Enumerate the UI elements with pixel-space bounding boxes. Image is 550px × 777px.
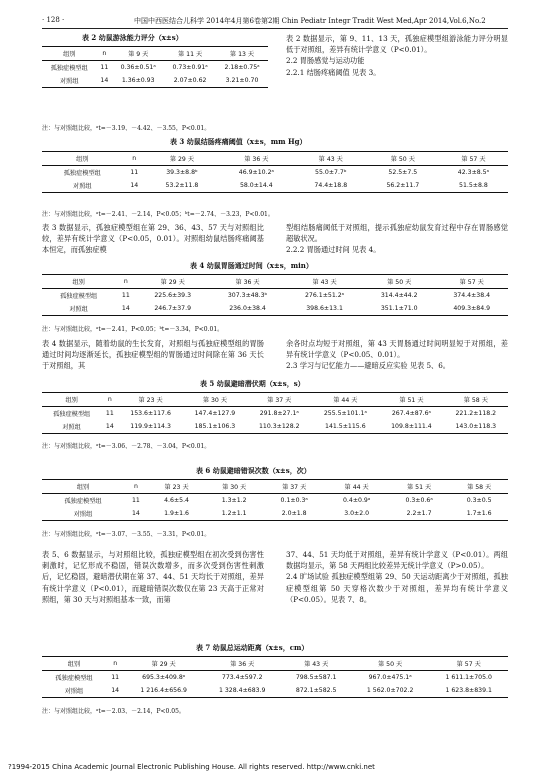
column-header: 第 37 天 [247, 393, 311, 407]
right-col-text-1 [286, 33, 508, 78]
table-cell: 276.1±51.2ᵃ [304, 292, 345, 299]
table-row [42, 494, 508, 508]
table-cell: 1 562.0±702.2 [351, 684, 430, 698]
column-header: 第 36 天 [209, 275, 286, 289]
column-header: 第 29 天 [146, 152, 218, 166]
paragraph: 表 5、6 数据显示，与对照组比较，孤独症模型组在初次受到伤害性刺激时，记忆形成不稳固，错误次数增多，而多次受到伤害性刺激后，记忆稳固，避暗潜伏期在第 37、44、51 天均长于对照组，差异有统计学意义（P<0.01），而避暗错误次数仅在第 23 天高于正常对照组，第 30 天与对照组基本一致，而第 [42, 550, 264, 604]
table-cell: 1.7±1.6 [450, 507, 508, 521]
table-cell: 孤独症模型组 [60, 293, 98, 300]
paragraph: 表 2 数据显示，第 9、11、13 天，孤独症模型组游泳能力评分明显低于对照组，差异有统计学意义（P<0.01）。 [286, 34, 508, 55]
table-cell: 14 [124, 507, 148, 521]
table-cell: 74.4±18.8 [295, 179, 367, 193]
column-header: 第 57 天 [429, 657, 508, 671]
table7-caption: 表 7 幼鼠总运动距离（x±s，cm） [196, 643, 309, 652]
table-cell: 119.9±114.3 [118, 420, 182, 434]
table-cell: 291.8±27.1ᵃ [259, 410, 299, 417]
table-cell: 225.6±39.3 [154, 292, 192, 299]
table-cell: 1.3±1.2 [221, 497, 247, 504]
table7-note: 注：与对照组比较，ᵃt=－2.03、－2.14，P<0.05。 [42, 708, 185, 715]
column-header: 组别 [42, 393, 101, 407]
column-header: 第 51 天 [379, 393, 443, 407]
column-header: 第 30 天 [183, 393, 247, 407]
table-cell: 11 [105, 410, 114, 417]
table-cell: 695.3±409.8ᵃ [142, 674, 186, 681]
column-header: 第 58 天 [444, 393, 508, 407]
table-cell: 1 611.1±705.0 [445, 674, 492, 681]
table-cell: 11 [130, 169, 139, 176]
column-header: 第 29 天 [124, 657, 203, 671]
column-header: 第 23 天 [148, 480, 206, 494]
table-cell: 对照组 [42, 179, 123, 193]
paragraph: 余各时点均短于对照组，第 43 天胃肠通过时间明显短于对照组，差异有统计学意义（P<0.05、0.01）。 [286, 339, 508, 360]
table-cell: 1 328.4±683.9 [203, 684, 282, 698]
section-heading: 2.3 学习与记忆能力——避暗反应实验 见表 5、6。 [286, 361, 450, 371]
table-cell: 11 [131, 497, 140, 504]
table-cell: 14 [106, 684, 124, 698]
table-cell: 14 [123, 179, 146, 193]
table-cell: 39.3±8.8ᵇ [166, 169, 198, 176]
table-cell: 51.5±8.8 [439, 179, 508, 193]
table-cell: 14 [101, 420, 118, 434]
table-cell: 2.07±0.62 [164, 74, 216, 88]
table-cell: 2.18±0.75ᵃ [224, 64, 260, 71]
column-header: 第 30 天 [205, 480, 263, 494]
table-cell: 42.3±8.5ᵃ [457, 169, 490, 176]
column-header: n [97, 47, 113, 61]
table-cell: 967.0±475.1ᵃ [368, 674, 412, 681]
table6-note: 注：与对照组比较，ᵃt=－3.07、－3.55、－3.31，P<0.01。 [42, 531, 211, 538]
column-header: 第 50 天 [363, 275, 436, 289]
table-row [42, 684, 508, 698]
column-header: 组别 [42, 275, 115, 289]
copyright-footer: ?1994-2015 China Academic Journal Electronic Publishing House. All rights reserved. http://www.cnki.net [8, 763, 375, 771]
table-cell: 255.5±101.1ᵃ [323, 410, 367, 417]
left-col-text-2 [42, 222, 264, 256]
table-cell: 351.1±71.0 [363, 302, 436, 316]
column-header: n [101, 393, 118, 407]
table4-caption: 表 4 幼鼠胃肠通过时间（x±s，min） [190, 261, 313, 270]
column-header: 第 43 天 [281, 657, 350, 671]
column-header: 第 23 天 [118, 393, 182, 407]
table-cell: 307.3±48.3ᵇ [227, 292, 268, 299]
table-cell: 56.2±11.7 [367, 179, 439, 193]
table5 [42, 392, 508, 434]
table-cell: 147.4±127.9 [194, 410, 236, 417]
table-cell: 773.4±597.2 [221, 674, 263, 681]
table-cell: 153.6±117.6 [130, 410, 171, 417]
table2 [42, 46, 268, 88]
table-cell: 对照组 [42, 302, 115, 316]
column-header: 第 50 天 [351, 657, 430, 671]
table-header-row [42, 275, 508, 289]
right-col-text-2 [286, 222, 508, 256]
table-cell: 对照组 [42, 507, 124, 521]
column-header: n [123, 152, 146, 166]
table-row [42, 289, 508, 303]
table-cell: 0.36±0.51ᵃ [120, 64, 156, 71]
table3-note: 注：与对照组比较，ᵃt=－2.41、－2.14，P<0.05；ᵇt=－2.74、－3.23，P<0.01。 [42, 211, 274, 218]
table-cell: 3.21±0.70 [216, 74, 268, 88]
table-cell: 143.0±118.3 [444, 420, 508, 434]
table4-note: 注：与对照组比较，ᵃt=－2.41，P<0.05；ᵇt=－3.34，P<0.01。 [42, 326, 224, 333]
table-cell: 对照组 [42, 74, 97, 88]
table-cell: 398.6±13.1 [286, 302, 363, 316]
table6 [42, 479, 508, 521]
table-cell: 14 [97, 74, 113, 88]
table-cell: 267.4±87.6ᵃ [391, 410, 431, 417]
left-col-text-4 [42, 549, 264, 605]
table-cell: 246.7±37.9 [136, 302, 209, 316]
table-cell: 185.1±106.3 [183, 420, 247, 434]
column-header: 第 51 天 [388, 480, 450, 494]
table3 [42, 151, 508, 193]
table4 [42, 274, 508, 316]
column-header: n [124, 480, 148, 494]
left-col-text-3 [42, 338, 264, 372]
column-header: 第 43 天 [295, 152, 367, 166]
paragraph: 型组结肠痛阈低于对照组，提示孤独症幼鼠发育过程中存在胃肠感觉超敏状况。 [286, 223, 508, 244]
table-row [42, 74, 268, 88]
column-header: 第 36 天 [218, 152, 295, 166]
subsection-heading: 2.2.1 结肠疼痛阈值 见表 3。 [286, 67, 381, 77]
table-cell: 0.3±0.5 [466, 497, 492, 504]
column-header: 第 29 天 [136, 275, 209, 289]
journal-title: 中国中西医结合儿科学 2014年4月第6卷第2期 Chin Pediatr Integr Tradit West Med,Apr 2014,Vol.6,No.2 [134, 17, 486, 25]
column-header: 第 57 天 [435, 275, 508, 289]
table-cell: 109.8±111.4 [379, 420, 443, 434]
table-cell: 1 623.8±839.1 [429, 684, 508, 698]
section-heading: 2.4 旷场试验 孤独症模型组第 29、50 天运动距离少于对照组，孤独症模型组第 50 天穿格次数少于对照组，差异均有统计学意义（P<0.05）。见表 7、8。 [286, 572, 508, 604]
table-row [42, 302, 508, 316]
table-row [42, 420, 508, 434]
table-cell: 3.0±2.0 [325, 507, 387, 521]
table-cell: 11 [111, 674, 120, 681]
right-col-text-4 [286, 549, 508, 605]
table-cell: 14 [115, 302, 136, 316]
table-cell: 11 [121, 292, 130, 299]
table-cell: 1 216.4±656.9 [124, 684, 203, 698]
paragraph: 37、44、51 天均低于对照组，差异有统计学意义（P<0.01）。两组数据均显示，第 58 天两组比较差异无统计学意义（P>0.05）。 [286, 550, 508, 571]
table-row [42, 166, 508, 180]
table-header-row [42, 393, 508, 407]
table-cell: 2.2±1.7 [388, 507, 450, 521]
table-cell: 4.6±5.4 [164, 497, 189, 504]
table-cell: 1.36±0.93 [112, 74, 164, 88]
column-header: n [115, 275, 136, 289]
page-number: · 128 · [42, 16, 65, 24]
table-cell: 110.3±128.2 [247, 420, 311, 434]
column-header: 第 50 天 [367, 152, 439, 166]
subsection-heading: 2.2.2 胃肠通过时间 见表 4。 [286, 245, 381, 255]
column-header: 第 58 天 [450, 480, 508, 494]
table-cell: 0.1±0.3ᵃ [280, 497, 308, 504]
column-header: 组别 [42, 480, 124, 494]
table-row [42, 61, 268, 75]
table-cell: 409.3±84.9 [435, 302, 508, 316]
table-cell: 1.9±1.6 [148, 507, 206, 521]
running-header [42, 14, 508, 29]
table-cell: 236.0±38.4 [209, 302, 286, 316]
table-cell: 11 [100, 64, 109, 71]
column-header: 组别 [42, 657, 106, 671]
column-header: 组别 [42, 152, 123, 166]
column-header: 第 9 天 [112, 47, 164, 61]
column-header: 第 36 天 [203, 657, 282, 671]
table2-note: 注：与对照组比较，ᵃt=－3.19、－4.42、－3.55，P<0.01。 [42, 125, 211, 132]
column-header: 第 57 天 [439, 152, 508, 166]
table-cell: 1.2±1.1 [205, 507, 263, 521]
table-cell: 46.9±10.2ᵃ [238, 169, 274, 176]
table-header-row [42, 47, 268, 61]
table2-caption: 表 2 幼鼠游泳能力评分（x±s） [82, 33, 183, 42]
table-cell: 872.1±582.5 [281, 684, 350, 698]
paragraph: 表 3 数据显示，孤独症模型组在第 29、36、43、57 天与对照组比较，差异有统计学意义（P<0.05，0.01）。对照组幼鼠结肠疼痛阈基本恒定，而孤独症模 [42, 223, 264, 255]
table-header-row [42, 657, 508, 671]
table-cell: 53.2±11.8 [146, 179, 218, 193]
table5-note: 注：与对照组比较，ᵃt=－3.06、－2.78、－3.04，P<0.01。 [42, 443, 211, 450]
table-row [42, 507, 508, 521]
table-cell: 221.2±118.2 [455, 410, 497, 417]
table7 [42, 656, 508, 698]
section-heading: 2.2 胃肠感觉与运动功能 [286, 56, 365, 66]
table-cell: 314.4±44.2 [380, 292, 418, 299]
column-header: 第 11 天 [164, 47, 216, 61]
table-cell: 374.4±38.4 [453, 292, 491, 299]
table-cell: 52.5±7.5 [388, 169, 418, 176]
table-cell: 0.4±0.9ᵃ [343, 497, 371, 504]
column-header: 第 13 天 [216, 47, 268, 61]
table-cell: 孤独症模型组 [50, 65, 88, 72]
table6-caption: 表 6 幼鼠避暗错误次数（x±s，次） [196, 466, 311, 475]
table-cell: 0.73±0.91ᵃ [172, 64, 208, 71]
table-header-row [42, 152, 508, 166]
table-cell: 孤独症模型组 [53, 411, 91, 418]
table-cell: 对照组 [42, 420, 101, 434]
table-cell: 2.0±1.8 [263, 507, 325, 521]
table-row [42, 179, 508, 193]
table-row [42, 407, 508, 421]
table-cell: 141.5±115.6 [311, 420, 379, 434]
column-header: n [106, 657, 124, 671]
table-cell: 孤独症模型组 [64, 498, 102, 505]
table-cell: 58.0±14.4 [218, 179, 295, 193]
right-col-text-3 [286, 338, 508, 372]
column-header: 第 44 天 [325, 480, 387, 494]
table-header-row [42, 480, 508, 494]
table3-caption: 表 3 幼鼠结肠疼痛阈值（x±s，mm Hg） [170, 137, 307, 146]
column-header: 组别 [42, 47, 97, 61]
column-header: 第 37 天 [263, 480, 325, 494]
table-cell: 55.0±7.7ᵇ [315, 169, 347, 176]
table5-caption: 表 5 幼鼠避暗潜伏期（x±s，s） [200, 379, 305, 388]
paragraph: 表 4 数据显示，随着幼鼠的生长发育，对照组与孤独症模型组的胃肠通过时间均逐渐延长，孤独症模型组的胃肠通过时间除在第 36 天长于对照组，其 [42, 339, 264, 371]
table-cell: 孤独症模型组 [55, 675, 93, 682]
table-row [42, 671, 508, 685]
table-cell: 孤独症模型组 [63, 170, 101, 177]
table-cell: 对照组 [42, 684, 106, 698]
table-cell: 798.5±587.1 [295, 674, 337, 681]
column-header: 第 43 天 [286, 275, 363, 289]
column-header: 第 44 天 [311, 393, 379, 407]
table-cell: 0.3±0.6ᵃ [405, 497, 433, 504]
